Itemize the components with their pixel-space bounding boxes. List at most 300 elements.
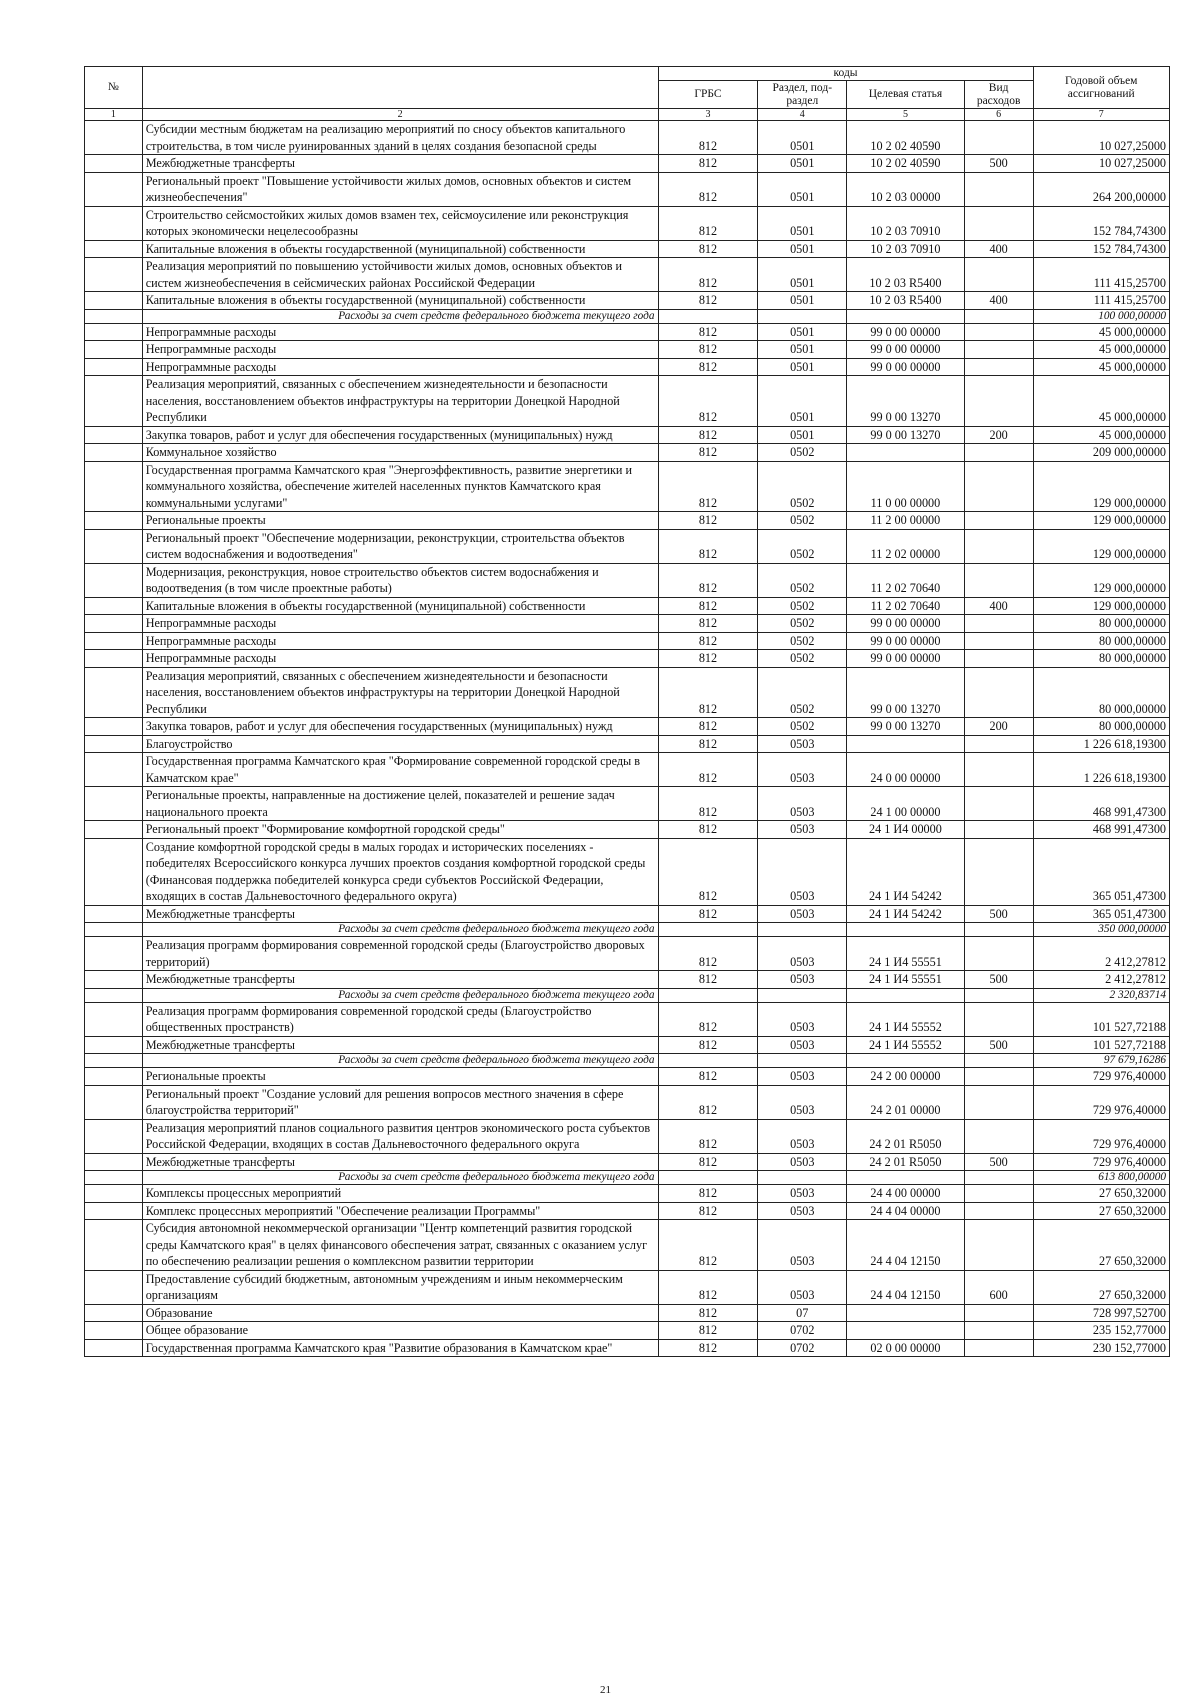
grbs-code-cell: 812 [658,971,758,989]
target-article-cell: 10 2 03 70910 [847,206,965,240]
row-number-cell [85,787,143,821]
target-article-cell: 24 4 00 00000 [847,1185,965,1203]
grbs-code-cell: 812 [658,155,758,173]
grbs-code-cell: 812 [658,718,758,736]
expense-kind-cell [964,1304,1033,1322]
section-code-cell: 0503 [758,1002,847,1036]
budget-sheet [84,66,1170,1357]
table-row [85,376,1170,427]
section-code-cell: 0502 [758,444,847,462]
grbs-code-cell: 812 [658,172,758,206]
expense-kind-cell: 500 [964,905,1033,923]
table-row [85,735,1170,753]
amount-cell: 101 527,72188 [1033,1036,1169,1054]
table-row [85,1036,1170,1054]
target-article-cell: 99 0 00 00000 [847,615,965,633]
target-article-cell: 10 2 02 40590 [847,155,965,173]
row-number-cell [85,667,143,718]
target-article-cell: 24 1 И4 00000 [847,821,965,839]
expense-name-cell: Расходы за счет средств федерального бюджета текущего года [142,1171,658,1185]
table-row [85,1185,1170,1203]
table-row [85,1270,1170,1304]
grbs-code-cell: 812 [658,1036,758,1054]
row-number-cell [85,206,143,240]
expense-kind-cell [964,309,1033,323]
amount-cell: 80 000,00000 [1033,632,1169,650]
row-number-cell [85,1036,143,1054]
target-article-cell: 24 4 04 00000 [847,1202,965,1220]
target-article-cell [847,735,965,753]
target-article-cell: 24 2 01 00000 [847,1085,965,1119]
grbs-code-cell: 812 [658,461,758,512]
grbs-code-cell: 812 [658,1119,758,1153]
grbs-code-cell: 812 [658,1002,758,1036]
target-article-cell: 24 4 04 12150 [847,1220,965,1271]
section-code-cell: 0502 [758,632,847,650]
amount-cell: 350 000,00000 [1033,923,1169,937]
table-row [85,323,1170,341]
target-article-cell: 99 0 00 00000 [847,341,965,359]
column-number: 7 [1033,109,1169,121]
amount-cell: 27 650,32000 [1033,1270,1169,1304]
section-code-cell: 0501 [758,155,847,173]
grbs-code-cell: 812 [658,753,758,787]
table-row [85,787,1170,821]
expense-name-cell: Капитальные вложения в объекты государственной (муниципальной) собственности [142,292,658,310]
expense-name-cell: Государственная программа Камчатского края "Развитие образования в Камчатском крае" [142,1339,658,1357]
target-article-cell [847,1054,965,1068]
column-number: 6 [964,109,1033,121]
row-number-cell [85,718,143,736]
row-number-cell [85,597,143,615]
expense-name-cell: Межбюджетные трансферты [142,905,658,923]
section-code-cell: 0501 [758,323,847,341]
grbs-code-cell: 812 [658,615,758,633]
expense-kind-cell: 400 [964,240,1033,258]
target-article-cell: 11 2 02 70640 [847,597,965,615]
section-code-cell: 0503 [758,753,847,787]
expense-name-cell: Реализация мероприятий, связанных с обеспечением жизнедеятельности и безопасности населения, восстановлением объектов инфраструктуры на территории Донецкой Народной Республики [142,667,658,718]
row-number-cell [85,376,143,427]
header-section: Раздел, под-раздел [758,81,847,109]
budget-table [84,66,1170,1357]
grbs-code-cell [658,309,758,323]
expense-kind-cell [964,988,1033,1002]
target-article-cell: 24 1 И4 54242 [847,838,965,905]
amount-cell: 129 000,00000 [1033,529,1169,563]
amount-cell: 45 000,00000 [1033,341,1169,359]
amount-cell: 728 997,52700 [1033,1304,1169,1322]
expense-name-cell: Региональные проекты [142,512,658,530]
amount-cell: 45 000,00000 [1033,426,1169,444]
amount-cell: 10 027,25000 [1033,155,1169,173]
expense-name-cell: Закупка товаров, работ и услуг для обеспечения государственных (муниципальных) нужд [142,426,658,444]
section-code-cell: 07 [758,1304,847,1322]
target-article-cell: 99 0 00 13270 [847,426,965,444]
header-amount: Годовой объем ассигнований [1033,67,1169,109]
expense-kind-cell [964,206,1033,240]
section-code-cell [758,988,847,1002]
expense-name-cell: Комплексы процессных мероприятий [142,1185,658,1203]
grbs-code-cell: 812 [658,597,758,615]
expense-name-cell: Межбюджетные трансферты [142,971,658,989]
row-number-cell [85,444,143,462]
amount-cell: 613 800,00000 [1033,1171,1169,1185]
row-number-cell [85,1085,143,1119]
table-row [85,529,1170,563]
grbs-code-cell: 812 [658,1153,758,1171]
row-number-cell [85,341,143,359]
grbs-code-cell: 812 [658,1339,758,1357]
section-code-cell: 0502 [758,563,847,597]
expense-kind-cell: 200 [964,426,1033,444]
expense-name-cell: Расходы за счет средств федерального бюджета текущего года [142,988,658,1002]
section-code-cell: 0502 [758,718,847,736]
amount-cell: 80 000,00000 [1033,615,1169,633]
grbs-code-cell [658,923,758,937]
amount-cell: 27 650,32000 [1033,1185,1169,1203]
header-target: Целевая статья [847,81,965,109]
section-code-cell: 0503 [758,787,847,821]
amount-cell: 152 784,74300 [1033,206,1169,240]
amount-cell: 2 412,27812 [1033,971,1169,989]
column-number: 5 [847,109,965,121]
row-number-cell [85,923,143,937]
table-row [85,718,1170,736]
expense-name-cell: Реализация мероприятий планов социального развития центров экономического роста субъектов Российской Федерации, входящих в состав Дальневосточного федерального округа [142,1119,658,1153]
table-row [85,838,1170,905]
table-row [85,258,1170,292]
grbs-code-cell: 812 [658,1304,758,1322]
section-code-cell: 0502 [758,512,847,530]
expense-kind-cell: 200 [964,718,1033,736]
grbs-code-cell: 812 [658,1270,758,1304]
federal-budget-row [85,309,1170,323]
expense-name-cell: Региональные проекты, направленные на достижение целей, показателей и решение задач национального проекта [142,787,658,821]
row-number-cell [85,632,143,650]
target-article-cell: 24 0 00 00000 [847,753,965,787]
section-code-cell [758,1171,847,1185]
row-number-cell [85,1054,143,1068]
expense-kind-cell [964,1171,1033,1185]
amount-cell: 230 152,77000 [1033,1339,1169,1357]
section-code-cell: 0501 [758,376,847,427]
expense-kind-cell [964,121,1033,155]
target-article-cell: 11 2 00 00000 [847,512,965,530]
section-code-cell: 0702 [758,1322,847,1340]
table-row [85,1322,1170,1340]
expense-name-cell: Непрограммные расходы [142,341,658,359]
section-code-cell [758,1054,847,1068]
table-row [85,240,1170,258]
expense-name-cell: Субсидии местным бюджетам на реализацию мероприятий по сносу объектов капитального строительства, в том числе руинированных зданий в целях создания безопасной среды [142,121,658,155]
grbs-code-cell: 812 [658,121,758,155]
table-row [85,512,1170,530]
target-article-cell [847,1171,965,1185]
amount-cell: 468 991,47300 [1033,787,1169,821]
grbs-code-cell: 812 [658,1322,758,1340]
expense-name-cell: Государственная программа Камчатского края "Энергоэффективность, развитие энергетики и коммунального хозяйства, обеспечение жителей населенных пунктов Камчатского края коммунальными услугами" [142,461,658,512]
grbs-code-cell: 812 [658,292,758,310]
amount-cell: 10 027,25000 [1033,121,1169,155]
expense-kind-cell: 500 [964,155,1033,173]
table-row [85,292,1170,310]
amount-cell: 365 051,47300 [1033,838,1169,905]
amount-cell: 111 415,25700 [1033,292,1169,310]
expense-name-cell: Благоустройство [142,735,658,753]
expense-kind-cell [964,667,1033,718]
expense-kind-cell [964,1085,1033,1119]
grbs-code-cell: 812 [658,905,758,923]
expense-kind-cell [964,1339,1033,1357]
row-number-cell [85,735,143,753]
expense-kind-cell [964,787,1033,821]
target-article-cell: 99 0 00 13270 [847,376,965,427]
row-number-cell [85,563,143,597]
header-number: № [85,67,143,109]
federal-budget-row [85,923,1170,937]
grbs-code-cell: 812 [658,1068,758,1086]
amount-cell: 365 051,47300 [1033,905,1169,923]
target-article-cell [847,923,965,937]
expense-kind-cell [964,838,1033,905]
amount-cell: 209 000,00000 [1033,444,1169,462]
target-article-cell [847,988,965,1002]
amount-cell: 729 976,40000 [1033,1153,1169,1171]
amount-cell: 80 000,00000 [1033,667,1169,718]
amount-cell: 27 650,32000 [1033,1202,1169,1220]
expense-kind-cell [964,323,1033,341]
target-article-cell [847,1304,965,1322]
row-number-cell [85,461,143,512]
table-row [85,632,1170,650]
grbs-code-cell [658,988,758,1002]
row-number-cell [85,1119,143,1153]
grbs-code-cell: 812 [658,323,758,341]
row-number-cell [85,650,143,668]
target-article-cell: 24 2 01 R5050 [847,1119,965,1153]
expense-name-cell: Расходы за счет средств федерального бюджета текущего года [142,1054,658,1068]
section-code-cell: 0702 [758,1339,847,1357]
section-code-cell: 0503 [758,1270,847,1304]
expense-kind-cell [964,615,1033,633]
expense-name-cell: Комплекс процессных мероприятий "Обеспечение реализации Программы" [142,1202,658,1220]
grbs-code-cell: 812 [658,667,758,718]
row-number-cell [85,988,143,1002]
amount-cell: 729 976,40000 [1033,1068,1169,1086]
grbs-code-cell: 812 [658,358,758,376]
target-article-cell: 99 0 00 13270 [847,718,965,736]
row-number-cell [85,1270,143,1304]
row-number-cell [85,358,143,376]
section-code-cell: 0503 [758,1085,847,1119]
expense-name-cell: Капитальные вложения в объекты государственной (муниципальной) собственности [142,240,658,258]
expense-kind-cell [964,563,1033,597]
table-row [85,1085,1170,1119]
target-article-cell: 24 1 И4 54242 [847,905,965,923]
grbs-code-cell: 812 [658,735,758,753]
section-code-cell: 0502 [758,461,847,512]
expense-name-cell: Непрограммные расходы [142,650,658,668]
section-code-cell: 0503 [758,735,847,753]
expense-kind-cell: 500 [964,1036,1033,1054]
table-row [85,753,1170,787]
expense-name-cell: Непрограммные расходы [142,323,658,341]
row-number-cell [85,155,143,173]
row-number-cell [85,258,143,292]
expense-name-cell: Расходы за счет средств федерального бюджета текущего года [142,923,658,937]
section-code-cell: 0503 [758,971,847,989]
header-codes: коды [658,67,1033,81]
target-article-cell [847,309,965,323]
row-number-cell [85,1185,143,1203]
expense-name-cell: Строительство сейсмостойких жилых домов взамен тех, сейсмоусиление или реконструкция которых экономически нецелесообразны [142,206,658,240]
row-number-cell [85,905,143,923]
section-code-cell: 0503 [758,1153,847,1171]
federal-budget-row [85,1054,1170,1068]
grbs-code-cell: 812 [658,444,758,462]
page-number: 21 [600,1684,611,1696]
expense-name-cell: Государственная программа Камчатского края "Формирование современной городской среды в Камчатском крае" [142,753,658,787]
expense-kind-cell [964,461,1033,512]
table-row [85,1304,1170,1322]
expense-name-cell: Межбюджетные трансферты [142,155,658,173]
section-code-cell: 0501 [758,292,847,310]
target-article-cell: 24 1 И4 55551 [847,971,965,989]
row-number-cell [85,821,143,839]
federal-budget-row [85,988,1170,1002]
expense-name-cell: Субсидия автономной некоммерческой организации "Центр компетенций развития городской среды Камчатского края" в целях финансового обеспечения затрат, связанных с оказанием услуг по обеспечению реализации решения о комплексном развитии территории [142,1220,658,1271]
expense-kind-cell [964,376,1033,427]
expense-kind-cell [964,821,1033,839]
row-number-cell [85,512,143,530]
row-number-cell [85,1153,143,1171]
expense-name-cell: Общее образование [142,1322,658,1340]
target-article-cell: 99 0 00 00000 [847,358,965,376]
table-row [85,172,1170,206]
amount-cell: 729 976,40000 [1033,1119,1169,1153]
target-article-cell: 10 2 03 70910 [847,240,965,258]
amount-cell: 80 000,00000 [1033,650,1169,668]
expense-name-cell: Модернизация, реконструкция, новое строительство объектов систем водоснабжения и водоотведения (в том числе проектные работы) [142,563,658,597]
target-article-cell: 11 2 02 00000 [847,529,965,563]
expense-name-cell: Коммунальное хозяйство [142,444,658,462]
grbs-code-cell: 812 [658,937,758,971]
row-number-cell [85,1220,143,1271]
target-article-cell: 24 1 00 00000 [847,787,965,821]
table-row [85,444,1170,462]
amount-cell: 111 415,25700 [1033,258,1169,292]
section-code-cell: 0502 [758,529,847,563]
target-article-cell: 24 4 04 12150 [847,1270,965,1304]
expense-name-cell: Региональный проект "Создание условий для решения вопросов местного значения в сфере благоустройства территорий" [142,1085,658,1119]
table-row [85,905,1170,923]
table-row [85,667,1170,718]
expense-kind-cell [964,1185,1033,1203]
row-number-cell [85,1304,143,1322]
amount-cell: 2 320,83714 [1033,988,1169,1002]
target-article-cell: 02 0 00 00000 [847,1339,965,1357]
expense-name-cell: Предоставление субсидий бюджетным, автономным учреждениям и иным некоммерческим организациям [142,1270,658,1304]
grbs-code-cell: 812 [658,1220,758,1271]
section-code-cell: 0503 [758,905,847,923]
table-row [85,1068,1170,1086]
grbs-code-cell: 812 [658,787,758,821]
section-code-cell: 0503 [758,1036,847,1054]
section-code-cell: 0502 [758,615,847,633]
column-number: 3 [658,109,758,121]
grbs-code-cell: 812 [658,512,758,530]
section-code-cell [758,923,847,937]
amount-cell: 729 976,40000 [1033,1085,1169,1119]
section-code-cell: 0503 [758,1068,847,1086]
expense-kind-cell [964,444,1033,462]
expense-kind-cell [964,1119,1033,1153]
expense-name-cell: Непрограммные расходы [142,632,658,650]
section-code-cell: 0501 [758,206,847,240]
target-article-cell: 99 0 00 00000 [847,632,965,650]
table-row [85,650,1170,668]
section-code-cell [758,309,847,323]
expense-name-cell: Региональные проекты [142,1068,658,1086]
expense-kind-cell [964,1202,1033,1220]
table-row [85,206,1170,240]
amount-cell: 100 000,00000 [1033,309,1169,323]
table-row [85,1002,1170,1036]
target-article-cell: 24 1 И4 55551 [847,937,965,971]
row-number-cell [85,1068,143,1086]
amount-cell: 80 000,00000 [1033,718,1169,736]
header-kind: Вид расходов [964,81,1033,109]
section-code-cell: 0503 [758,1202,847,1220]
table-row [85,155,1170,173]
grbs-code-cell [658,1171,758,1185]
row-number-cell [85,426,143,444]
expense-name-cell: Непрограммные расходы [142,615,658,633]
table-row [85,1119,1170,1153]
section-code-cell: 0501 [758,121,847,155]
row-number-cell [85,937,143,971]
grbs-code-cell: 812 [658,1202,758,1220]
amount-cell: 129 000,00000 [1033,597,1169,615]
section-code-cell: 0501 [758,258,847,292]
expense-name-cell: Региональный проект "Формирование комфортной городской среды" [142,821,658,839]
expense-kind-cell [964,632,1033,650]
amount-cell: 129 000,00000 [1033,512,1169,530]
row-number-cell [85,971,143,989]
section-code-cell: 0503 [758,937,847,971]
expense-name-cell: Непрограммные расходы [142,358,658,376]
expense-name-cell: Реализация программ формирования современной городской среды (Благоустройство общественных пространств) [142,1002,658,1036]
grbs-code-cell: 812 [658,632,758,650]
section-code-cell: 0502 [758,597,847,615]
amount-cell: 45 000,00000 [1033,358,1169,376]
expense-kind-cell [964,923,1033,937]
expense-kind-cell [964,1220,1033,1271]
expense-name-cell: Расходы за счет средств федерального бюджета текущего года [142,309,658,323]
expense-kind-cell: 500 [964,971,1033,989]
row-number-cell [85,309,143,323]
expense-kind-cell [964,1002,1033,1036]
grbs-code-cell: 812 [658,650,758,668]
row-number-cell [85,1322,143,1340]
grbs-code-cell: 812 [658,240,758,258]
table-row [85,461,1170,512]
row-number-cell [85,529,143,563]
target-article-cell: 11 0 00 00000 [847,461,965,512]
expense-name-cell: Межбюджетные трансферты [142,1036,658,1054]
expense-kind-cell: 400 [964,597,1033,615]
